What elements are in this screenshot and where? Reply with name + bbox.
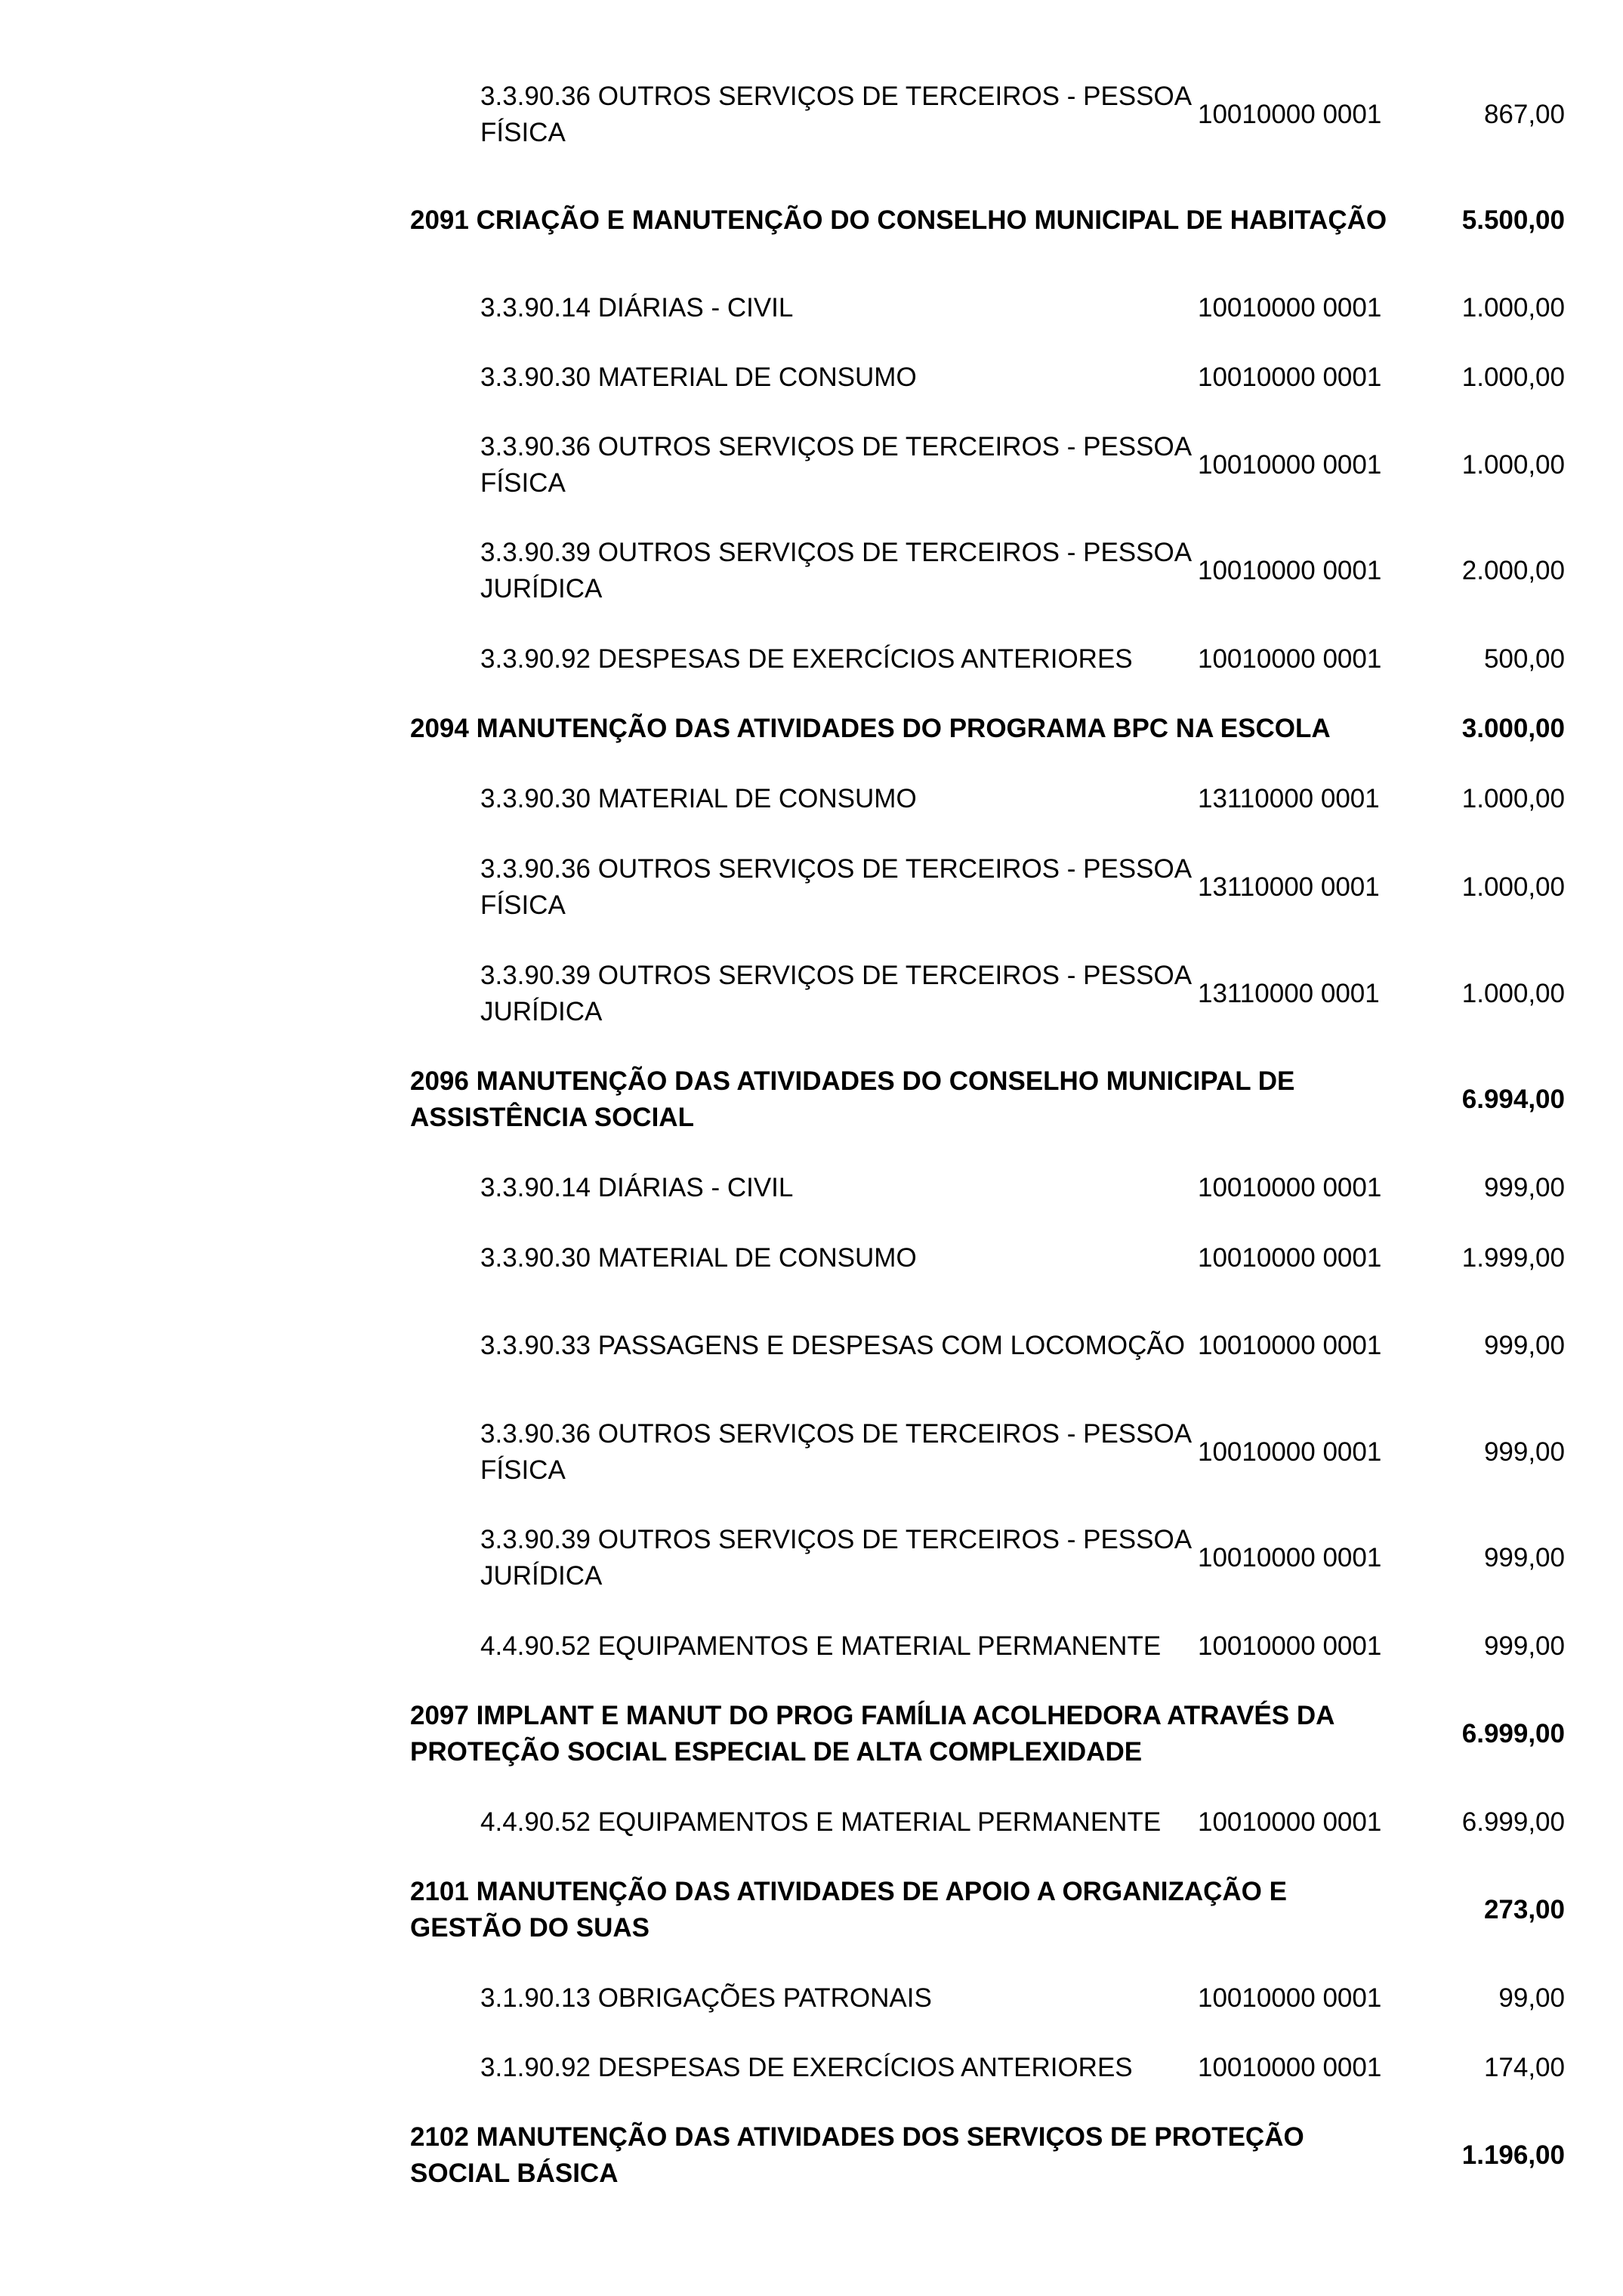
- expense-item-row: [480, 1980, 1565, 2017]
- expense-description: 4.4.90.52 EQUIPAMENTOS E MATERIAL PERMANENTE: [480, 1807, 1162, 1837]
- expense-item-row: [480, 535, 1565, 607]
- expense-item-row: [480, 781, 1565, 817]
- resource-code: 10010000 0001: [1198, 363, 1382, 392]
- action-group-row: [410, 711, 1565, 747]
- action-group-row: [410, 1063, 1565, 1136]
- expense-description: 3.3.90.36 OUTROS SERVIÇOS DE TERCEIROS - PESSOA FÍSICA: [480, 82, 1191, 147]
- action-description: 2101 MANUTENÇÃO DAS ATIVIDADES DE APOIO A ORGANIZAÇÃO E GESTÃO DO SUAS: [410, 1877, 1287, 1943]
- resource-code: 10010000 0001: [1198, 556, 1382, 585]
- expense-amount: 1.000,00: [1461, 450, 1565, 480]
- expense-description: 3.3.90.92 DESPESAS DE EXERCÍCIOS ANTERIORES: [480, 644, 1133, 674]
- expense-description: 3.3.90.30 MATERIAL DE CONSUMO: [480, 363, 917, 392]
- expense-amount: 867,00: [1483, 100, 1565, 129]
- resource-code: 13110000 0001: [1198, 979, 1380, 1008]
- expense-item-row: [480, 360, 1565, 396]
- resource-code: 10010000 0001: [1198, 1331, 1382, 1360]
- expense-description: 3.3.90.30 MATERIAL DE CONSUMO: [480, 784, 917, 813]
- expense-amount: 2.000,00: [1461, 556, 1565, 585]
- expense-item-row: [480, 1628, 1565, 1665]
- action-description: 2097 IMPLANT E MANUT DO PROG FAMÍLIA ACOLHEDORA ATRAVÉS DA PROTEÇÃO SOCIAL ESPECIAL DE ALTA COMPLEXIDADE: [410, 1701, 1335, 1767]
- expense-amount: 1.000,00: [1461, 979, 1565, 1008]
- expense-description: 3.3.90.36 OUTROS SERVIÇOS DE TERCEIROS - PESSOA FÍSICA: [480, 854, 1191, 920]
- expense-item-row: [480, 1522, 1565, 1594]
- expense-description: 3.3.90.39 OUTROS SERVIÇOS DE TERCEIROS - PESSOA JURÍDICA: [480, 961, 1191, 1026]
- expense-amount: 6.999,00: [1461, 1807, 1565, 1837]
- resource-code: 10010000 0001: [1198, 293, 1382, 322]
- expense-item-row: [480, 1170, 1565, 1206]
- expense-description: 3.3.90.33 PASSAGENS E DESPESAS COM LOCOMOÇÃO: [480, 1331, 1186, 1360]
- expense-amount: 1.000,00: [1461, 293, 1565, 322]
- resource-code: 10010000 0001: [1198, 1437, 1382, 1467]
- expense-description: 3.3.90.14 DIÁRIAS - CIVIL: [480, 293, 794, 322]
- expense-item-row: [480, 851, 1565, 924]
- expense-description: 3.3.90.14 DIÁRIAS - CIVIL: [480, 1173, 794, 1202]
- expense-amount: 99,00: [1498, 1983, 1565, 2013]
- expense-item-row: [480, 79, 1565, 151]
- expense-amount: 174,00: [1483, 2053, 1565, 2082]
- expense-description: 3.1.90.92 DESPESAS DE EXERCÍCIOS ANTERIORES: [480, 2053, 1133, 2082]
- action-total: 5.500,00: [1461, 205, 1565, 235]
- action-total: 3.000,00: [1461, 714, 1565, 743]
- expense-amount: 1.000,00: [1461, 784, 1565, 813]
- resource-code: 10010000 0001: [1198, 1807, 1382, 1837]
- expense-description: 3.3.90.39 OUTROS SERVIÇOS DE TERCEIROS - PESSOA JURÍDICA: [480, 1525, 1191, 1591]
- expense-description: 3.3.90.36 OUTROS SERVIÇOS DE TERCEIROS - PESSOA FÍSICA: [480, 432, 1191, 498]
- expense-item-row: [480, 429, 1565, 501]
- expense-amount: 999,00: [1483, 1331, 1565, 1360]
- action-description: 2102 MANUTENÇÃO DAS ATIVIDADES DOS SERVIÇOS DE PROTEÇÃO SOCIAL BÁSICA: [410, 2122, 1304, 2188]
- expense-description: 4.4.90.52 EQUIPAMENTOS E MATERIAL PERMANENTE: [480, 1631, 1162, 1661]
- expense-amount: 999,00: [1483, 1631, 1565, 1661]
- action-total: 273,00: [1483, 1895, 1565, 1924]
- expense-description: 3.3.90.39 OUTROS SERVIÇOS DE TERCEIROS - PESSOA JURÍDICA: [480, 538, 1191, 603]
- expense-amount: 1.999,00: [1461, 1243, 1565, 1273]
- expense-item-row: [480, 1804, 1565, 1841]
- action-total: 1.196,00: [1461, 2140, 1565, 2170]
- expense-item-row: [480, 2050, 1565, 2086]
- action-description: 2091 CRIAÇÃO E MANUTENÇÃO DO CONSELHO MUNICIPAL DE HABITAÇÃO: [410, 205, 1387, 235]
- action-group-row: [410, 2119, 1565, 2192]
- resource-code: 13110000 0001: [1198, 784, 1380, 813]
- action-total: 6.999,00: [1461, 1719, 1565, 1748]
- action-group-row: [410, 1874, 1565, 1946]
- resource-code: 10010000 0001: [1198, 1543, 1382, 1572]
- resource-code: 13110000 0001: [1198, 872, 1380, 902]
- action-group-row: [410, 1698, 1565, 1770]
- resource-code: 10010000 0001: [1198, 450, 1382, 480]
- expense-item-row: [480, 641, 1565, 677]
- expense-amount: 999,00: [1483, 1437, 1565, 1467]
- action-description: 2096 MANUTENÇÃO DAS ATIVIDADES DO CONSELHO MUNICIPAL DE ASSISTÊNCIA SOCIAL: [410, 1066, 1295, 1132]
- expense-description: 3.1.90.13 OBRIGAÇÕES PATRONAIS: [480, 1983, 932, 2013]
- resource-code: 10010000 0001: [1198, 1631, 1382, 1661]
- expense-amount: 500,00: [1483, 644, 1565, 674]
- expense-description: 3.3.90.30 MATERIAL DE CONSUMO: [480, 1243, 917, 1273]
- expense-amount: 1.000,00: [1461, 363, 1565, 392]
- expense-item-row: [480, 1310, 1565, 1382]
- resource-code: 10010000 0001: [1198, 1983, 1382, 2013]
- expense-item-row: [480, 958, 1565, 1030]
- expense-description: 3.3.90.36 OUTROS SERVIÇOS DE TERCEIROS - PESSOA FÍSICA: [480, 1419, 1191, 1485]
- action-description: 2094 MANUTENÇÃO DAS ATIVIDADES DO PROGRAMA BPC NA ESCOLA: [410, 714, 1331, 743]
- expense-item-row: [480, 1416, 1565, 1489]
- resource-code: 10010000 0001: [1198, 1173, 1382, 1202]
- action-group-row: [410, 184, 1565, 257]
- expense-amount: 999,00: [1483, 1543, 1565, 1572]
- resource-code: 10010000 0001: [1198, 644, 1382, 674]
- resource-code: 10010000 0001: [1198, 2053, 1382, 2082]
- expense-amount: 1.000,00: [1461, 872, 1565, 902]
- resource-code: 10010000 0001: [1198, 1243, 1382, 1273]
- expense-item-row: [480, 290, 1565, 326]
- expense-item-row: [480, 1240, 1565, 1276]
- expense-amount: 999,00: [1483, 1173, 1565, 1202]
- action-total: 6.994,00: [1461, 1085, 1565, 1114]
- resource-code: 10010000 0001: [1198, 100, 1382, 129]
